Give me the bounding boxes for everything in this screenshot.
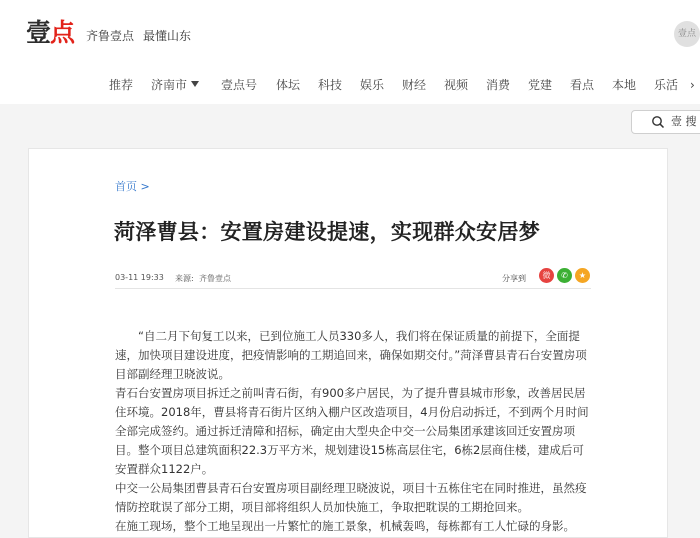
nav-item-recommend[interactable]: 推荐 bbox=[109, 78, 134, 92]
nav-item-ent[interactable]: 娱乐 bbox=[360, 78, 385, 92]
site-logo[interactable] bbox=[26, 18, 74, 48]
source-label: 来源: bbox=[175, 274, 194, 283]
nav-item-local[interactable]: 本地 bbox=[612, 78, 637, 92]
channel-nav bbox=[0, 75, 700, 95]
user-avatar[interactable]: 壹点 bbox=[674, 21, 700, 47]
brand-name: 齐鲁壹点 bbox=[86, 29, 135, 43]
chevron-right-icon[interactable]: › bbox=[690, 78, 695, 92]
publish-time: 03-11 19:33 bbox=[115, 273, 164, 282]
qzone-icon[interactable]: ★ bbox=[575, 268, 590, 283]
nav-item-focus[interactable]: 看点 bbox=[570, 78, 595, 92]
nav-item-finance[interactable]: 财经 bbox=[402, 78, 427, 92]
article-paragraph: 中交一公局集团曹县青石台安置房项目副经理卫晓波说，项目十五栋住宅在同时推进，虽然疫情防控耽误了部分工期，项目部将组织人员加快施工，争取把耽误的工期抢回来。 bbox=[115, 481, 587, 514]
source-name: 齐鲁壹点 bbox=[199, 274, 231, 283]
meta-divider bbox=[115, 288, 591, 289]
brand-slogan: 最懂山东 bbox=[143, 29, 192, 43]
nav-item-life[interactable]: 乐活 bbox=[654, 78, 679, 92]
article-body bbox=[115, 327, 591, 536]
chevron-down-icon[interactable] bbox=[191, 81, 199, 87]
article-paragraph: 青石台安置房项目拆迁之前叫青石街，有900多户居民，为了提升曹县城市形象，改善居民居住环境。2018年，曹县将青石街片区纳入棚户区改造项目，4月份启动拆迁，不到两个月时间全部完成签约。通过拆迁清障和招标，确定由大型央企中交一公局集团承建该回迁安置房项目。整个项目总建筑面积22.3万平方米，规划建设15栋高层住宅，6栋2层商住楼，建成后可安置群众1122户。 bbox=[115, 386, 589, 476]
breadcrumb[interactable]: 首页 > bbox=[115, 180, 150, 193]
nav-item-jinan[interactable]: 济南市 bbox=[151, 78, 188, 92]
article-paragraph: 在施工现场，整个工地呈现出一片繁忙的施工景象，机械轰鸣，每栋都有工人忙碌的身影。 bbox=[115, 519, 575, 533]
search-icon bbox=[651, 115, 665, 129]
wechat-icon[interactable]: ✆ bbox=[557, 268, 572, 283]
nav-item-party[interactable]: 党建 bbox=[528, 78, 553, 92]
share-label: 分享到 bbox=[502, 274, 526, 283]
logo-text: 壹点 bbox=[26, 18, 75, 47]
nav-item-tech[interactable]: 科技 bbox=[318, 78, 343, 92]
search-box[interactable] bbox=[631, 110, 700, 134]
nav-item-video[interactable]: 视频 bbox=[444, 78, 469, 92]
search-placeholder: 壹 搜 bbox=[671, 115, 697, 128]
weibo-icon[interactable]: 微 bbox=[539, 268, 554, 283]
nav-item-yidianhao[interactable]: 壹点号 bbox=[221, 78, 258, 92]
article-paragraph: “自二月下旬复工以来，已到位施工人员330多人，我们将在保证质量的前提下，全面提速，加快项目建设进度，把疫情影响的工期追回来，确保如期交付。”菏泽曹县青石台安置房项目部副经理卫晓波说。 bbox=[115, 329, 587, 381]
article-title: 菏泽曹县：安置房建设提速，实现群众安居梦 bbox=[114, 220, 540, 244]
nav-item-sports[interactable]: 体坛 bbox=[276, 78, 301, 92]
nav-item-consume[interactable]: 消费 bbox=[486, 78, 511, 92]
